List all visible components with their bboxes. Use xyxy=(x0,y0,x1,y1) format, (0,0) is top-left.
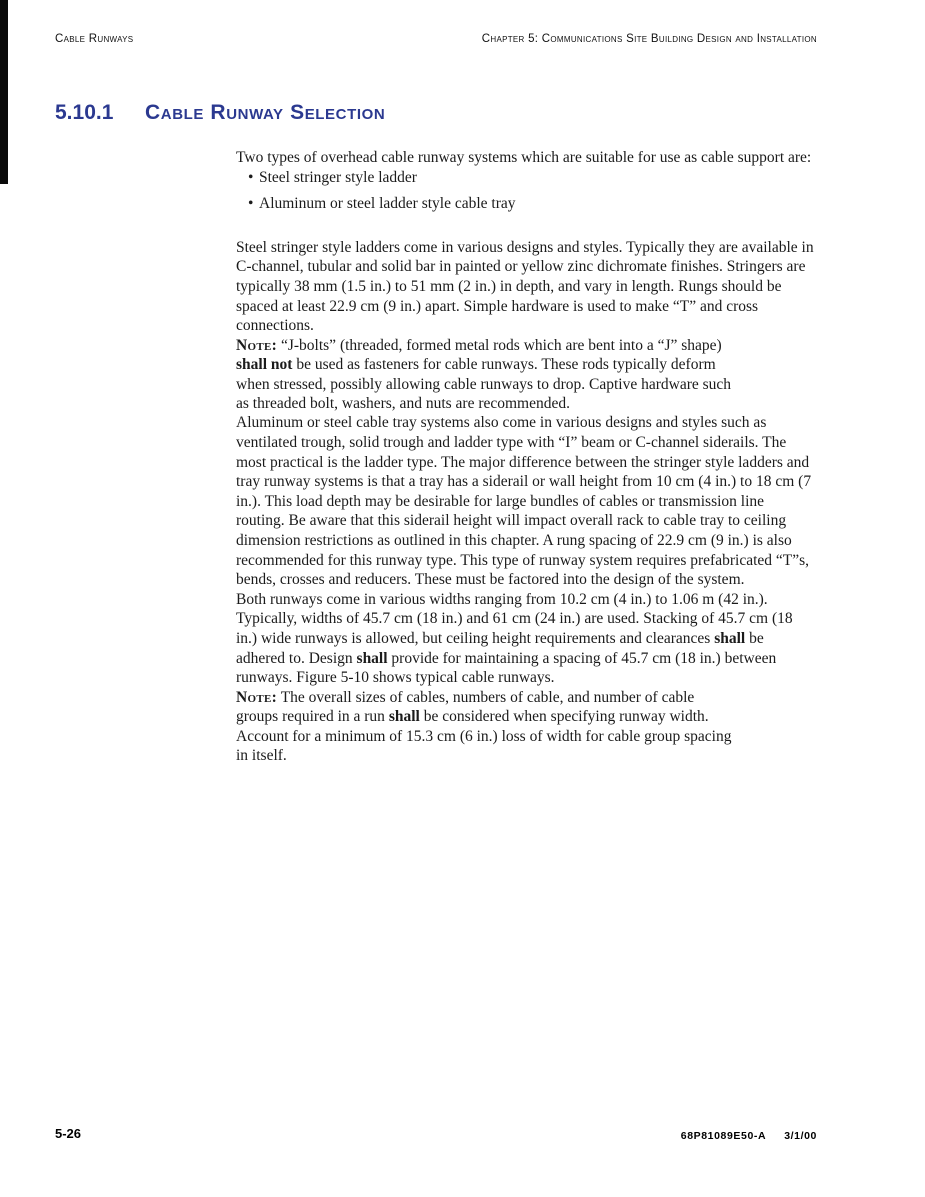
note-text: The overall sizes of cables, numbers of cable, and number of cable groups required in a run shall be considered when specifying runway width. Account for a minimum of 15.3 cm (6 in.) loss of width for cable group spacing in itself. xyxy=(236,688,732,764)
header-chapter-title: Chapter 5: Communications Site Building Design and Installation xyxy=(481,33,817,45)
header-running-title: Cable Runways xyxy=(55,33,134,45)
body-content xyxy=(236,148,816,765)
section-number: 5.10.1 xyxy=(55,101,114,124)
section-heading: Cable Runway Selection xyxy=(145,101,386,124)
paragraph-cable-tray: Aluminum or steel cable tray systems also come in various designs and styles such as ventilated trough, solid trough and ladder type with “I” beam or C-channel siderails. The most practical is the ladder type. The major difference between the stringer style ladders and tray runway systems is that a tray has a siderail or wall height from 10 cm (4 in.) to 18 cm (7 in.). This load depth may be desirable for large bundles of cables or transmission line routing. Be aware that this siderail height will impact overall rack to cable tray to ceiling dimension restrictions as outlined in this chapter. A rung spacing of 22.9 cm (9 in.) is also recommended for this runway type. This type of runway system requires prefabricated “T”s, bends, crosses and reducers. These must be factored into the design of the system. xyxy=(236,414,812,589)
footer-doc-info xyxy=(681,1130,817,1142)
note-text: “J-bolts” (threaded, formed metal rods which are bent into a “J” shape) shall not be used as fasteners for cable runways. These rods typically deform when stressed, possibly allowing cable runways to drop. Captive hardware such as threaded bolt, washers, and nuts are recommended. xyxy=(236,336,732,412)
bullet-item-label: Aluminum or steel ladder style cable tray xyxy=(259,195,516,213)
bullet-icon: • xyxy=(248,195,254,213)
note-block-cable-sizes xyxy=(236,688,737,766)
page-header xyxy=(55,33,817,45)
section-title xyxy=(55,101,385,125)
page-number: 5-26 xyxy=(55,1126,82,1141)
bullet-list xyxy=(236,168,816,214)
note-label: Note: xyxy=(236,688,278,706)
paragraph-stringer-ladders: Steel stringer style ladders come in various designs and styles. Typically they are available in C-channel, tubular and solid bar in painted or yellow zinc dichromate finishes. Stringers are typically 38 mm (1.5 in.) to 51 mm (2 in.) in depth, and vary in length. Rungs should be spaced at least 22.9 cm (9 in.) apart. Simple hardware is used to make “T” and cross connections. xyxy=(236,238,814,335)
bullet-icon: • xyxy=(248,168,254,186)
doc-date: 3/1/00 xyxy=(784,1130,817,1142)
paragraph-runway-widths: Both runways come in various widths ranging from 10.2 cm (4 in.) to 1.06 m (42 in.). Typically, widths of 45.7 cm (18 in.) and 61 cm (24 in.) are used. Stacking of 45.7 cm (18 in.) wide runways is allowed, but ceiling height requirements and clearances shall be adhered to. Design shall provide for maintaining a spacing of 45.7 cm (18 in.) between runways. Figure 5-10 shows typical cable runways. xyxy=(236,590,793,687)
list-item xyxy=(236,168,816,188)
scan-edge-artifact xyxy=(0,0,8,184)
doc-number: 68P81089E50-A xyxy=(680,1130,767,1142)
bullet-item-label: Steel stringer style ladder xyxy=(259,168,417,186)
list-item xyxy=(236,194,816,214)
note-label: Note: xyxy=(236,336,278,354)
note-block-jbolts xyxy=(236,336,737,414)
intro-paragraph: Two types of overhead cable runway systems which are suitable for use as cable support are: xyxy=(236,149,812,166)
